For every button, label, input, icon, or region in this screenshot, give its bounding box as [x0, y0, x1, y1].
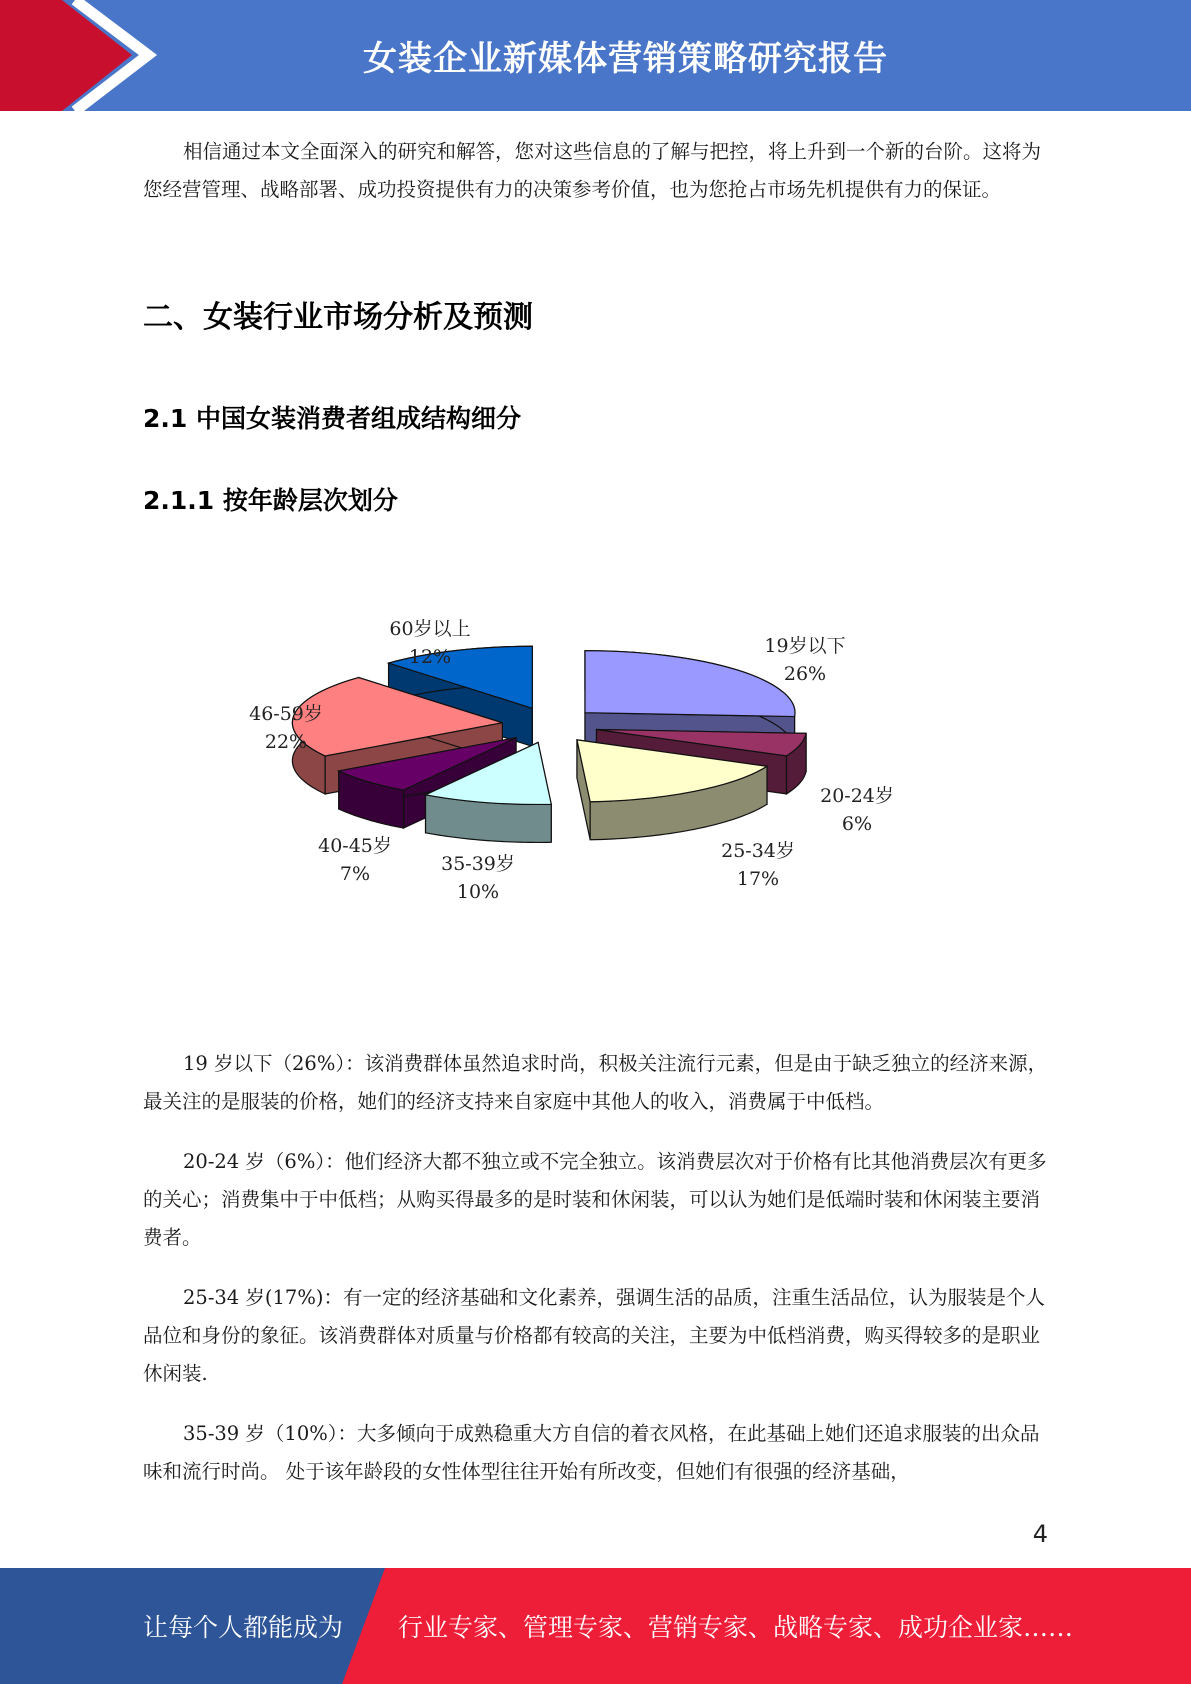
pie-value-0: 26% [783, 663, 827, 685]
pie-label-3: 35-39岁 [441, 853, 515, 875]
paragraph-under-19: 19 岁以下（26%）：该消费群体虽然追求时尚，积极关注流行元素，但是由于缺乏独立的经济来源，最关注的是服装的价格，她们的经济支持来自家庭中其他人的收入，消费属于中低档。 [143, 1052, 1048, 1113]
pie-label-4: 40-45岁 [318, 835, 392, 857]
footer-slogan-right: 行业专家、管理专家、营销专家、战略专家、成功企业家…… [398, 1613, 1074, 1642]
section-title: 二、女装行业市场分析及预测 [143, 300, 533, 335]
pie-label-2: 25-34岁 [721, 840, 795, 862]
header-title: 女装企业新媒体营销策略研究报告 [363, 39, 888, 79]
pie-value-3: 10% [456, 881, 500, 903]
paragraph-35-39: 35-39 岁（10%）：大多倾向于成熟稳重大方自信的着衣风格，在此基础上她们还追求服装的出众品味和流行时尚。 处于该年龄段的女性体型往往开始有所改变，但她们有很强的经济基础， [143, 1422, 1040, 1483]
age-pie-chart [220, 600, 920, 930]
pie-label-1: 20-24岁 [820, 785, 894, 807]
intro-paragraph: 相信通过本文全面深入的研究和解答，您对这些信息的了解与把控，将上升到一个新的台阶。这将为您经营管理、战略部署、成功投资提供有力的决策参考价值，也为您抢占市场先机提供有力的保证。 [143, 140, 1042, 201]
paragraph-20-24: 20-24 岁（6%）：他们经济大都不独立或不完全独立。该消费层次对于价格有比其他消费层次有更多的关心；消费集中于中低档；从购买得最多的是时装和休闲装，可以认为她们是低端时装和休闲装主要消费者。 [143, 1150, 1047, 1249]
page-number: 4 [1032, 1520, 1048, 1548]
paragraph-25-34: 25-34 岁(17%)：有一定的经济基础和文化素养，强调生活的品质，注重生活品位，认为服装是个人品位和身份的象征。该消费群体对质量与价格都有较高的关注，主要为中低档消费，购买得较多的是职业休闲装. [143, 1286, 1045, 1385]
pie-label-5: 46-59岁 [249, 703, 323, 725]
body-section [143, 1045, 1048, 1491]
page-footer [0, 1568, 1191, 1684]
pie-label-0: 19岁以下 [764, 635, 846, 657]
pie-value-4: 7% [339, 863, 371, 885]
footer-slogan-left: 让每个人都能成为 [143, 1613, 344, 1642]
subsubsection-title: 2.1.1 按年龄层次划分 [143, 486, 398, 515]
pie-value-5: 22% [264, 731, 308, 753]
pie-value-1: 6% [841, 813, 873, 835]
pie-label-6: 60岁以上 [389, 618, 471, 640]
subsection-title: 2.1 中国女装消费者组成结构细分 [143, 404, 521, 433]
pie-value-2: 17% [736, 868, 780, 890]
page-header [0, 0, 1191, 111]
pie-value-6: 12% [408, 646, 452, 668]
intro-section [143, 133, 1048, 209]
